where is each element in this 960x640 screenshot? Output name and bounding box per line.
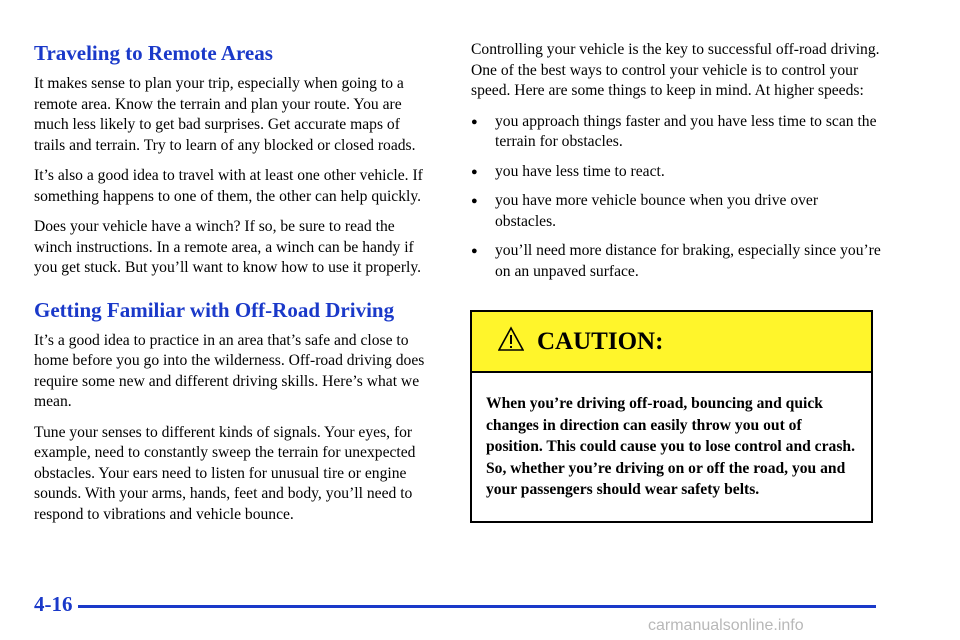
section-heading-remote-areas: Traveling to Remote Areas — [34, 41, 273, 65]
paragraph: It’s also a good idea to travel with at least one other vehicle. If something happens to one of them, the other can help quickly. — [34, 167, 423, 205]
caution-box — [470, 310, 873, 523]
watermark: carmanualsonline.info — [648, 617, 804, 634]
list-item: ● you approach things faster and you have less time to scan the terrain for obstacles. — [471, 112, 877, 150]
warning-triangle-icon — [498, 326, 524, 352]
bullet-icon: ● — [471, 115, 478, 128]
left-column — [34, 40, 434, 535]
paragraph: It makes sense to plan your trip, especially when going to a remote area. Know the terrain and plan your route. You are much less likely to get bad surprises. Get accurate maps of trails and terrain. Try to learn of any blocked or closed roads. — [34, 75, 416, 154]
caution-header — [472, 312, 871, 373]
bullet-icon: ● — [471, 165, 478, 178]
bullet-icon: ● — [471, 195, 478, 207]
section-heading-off-road: Getting Familiar with Off-Road Driving — [34, 297, 395, 322]
speed-tips-list — [471, 112, 881, 283]
intro-paragraph: Controlling your vehicle is the key to successful off-road driving. One of the best ways to control your vehicle is to control your speed. Here are some things to keep in mind. At higher speeds: — [471, 41, 880, 99]
caution-text: When you’re driving off-road, bouncing and quick changes in direction can easily throw you out of position. This could cause you to lose control and crash. So, whether you’re driving on or off the road, you and your passengers should wear safety belts. — [486, 395, 855, 498]
caution-title: CAUTION: — [537, 328, 664, 355]
list-item: ● you have less time to react. — [471, 162, 881, 183]
list-item: ● you’ll need more distance for braking, especially since you’re on an unpaved surface. — [471, 242, 881, 280]
page-number: 4-16 — [34, 592, 73, 616]
bullet-icon: ● — [471, 245, 478, 257]
paragraph: Tune your senses to different kinds of signals. Your eyes, for example, need to constantly sweep the terrain for unexpected obstacles. Your ears need to listen for unusual tire or engine sounds. With your arms, hands, feet and body, you’ll need to respond to vibrations and vehicle bounce. — [34, 423, 416, 523]
list-item: ● you have more vehicle bounce when you drive over obstacles. — [471, 192, 819, 230]
footer-divider — [78, 605, 876, 608]
right-column — [471, 40, 881, 291]
paragraph: It’s a good idea to practice in an area that’s safe and close to home before you go into the wilderness. Off-road driving does require some new and different driving skills. Here’s what we mean. — [34, 331, 425, 410]
paragraph: Does your vehicle have a winch? If so, be sure to read the winch instructions. In a remote area, a winch can be handy if you get stuck. But you’ll want to know how to use it properly. — [34, 218, 422, 276]
